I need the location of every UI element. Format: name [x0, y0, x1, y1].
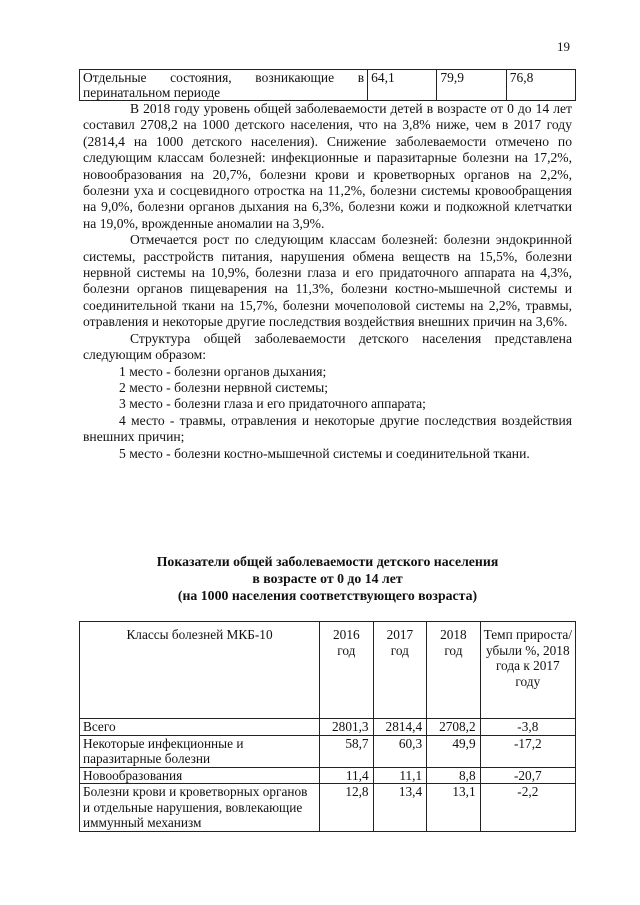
continuation-table [79, 69, 576, 101]
value-2018: 2708,2 [427, 719, 481, 736]
list-item: 4 место - травмы, отравления и некоторые другие последствия воздействия внешних причин; [83, 412, 572, 445]
value-2017: 11,1 [373, 767, 427, 784]
value-growth: -3,8 [480, 719, 575, 736]
list-item: 2 место - болезни нервной системы; [119, 379, 329, 395]
value-2017: 13,4 [373, 784, 427, 832]
value-growth: -17,2 [480, 735, 575, 767]
value-2016: 11,4 [320, 767, 374, 784]
list-item: 3 место - болезни глаза и его придаточного аппарата; [119, 396, 426, 412]
header-2017: 2017 год [373, 622, 427, 719]
table-row [80, 767, 576, 784]
value-2016: 58,7 [320, 735, 374, 767]
value-cell: 79,9 [437, 70, 506, 101]
paragraph-decrease: В 2018 году уровень общей заболеваемости детей в возрасте от 0 до 14 лет составил 2708,2 на 1000 детского населения, что на 3,8% ниже, чем в 2017 году (2814,4 на 1000 детского населения). Снижение заболеваемости отмечено по следующим классам болезней: инфекционные и паразитарные болезни на 17,2%, новообразования на 20,7%, болезни крови и кроветворных органов на 2,2%, болезни уха и сосцевидного отростка на 11,2%, болезни системы кровообращения на 9,0%, болезни органов дыхания на 6,3%, болезни кожи и подкожной клетчатки на 19,0%, врожденные аномалии на 3,9%. [83, 101, 572, 231]
list-item: 1 место - болезни органов дыхания; [119, 363, 327, 379]
header-2016: 2016 год [320, 622, 374, 719]
value-cell: 64,1 [368, 70, 437, 101]
heading-line: в возрасте от 0 до 14 лет [252, 571, 403, 586]
list-item: 5 место - болезни костно-мышечной системы и соединительной ткани. [119, 445, 530, 461]
value-2017: 60,3 [373, 735, 427, 767]
value-2017: 2814,4 [373, 719, 427, 736]
page-number: 19 [557, 39, 570, 54]
value-2016: 2801,3 [320, 719, 374, 736]
value-2018: 49,9 [427, 735, 481, 767]
table-row [80, 719, 576, 736]
table-row [80, 735, 576, 767]
row-class: Новообразования [80, 767, 320, 784]
value-growth: -2,2 [480, 784, 575, 832]
heading-line: Показатели общей заболеваемости детского населения [156, 554, 499, 569]
value-2018: 8,8 [427, 767, 481, 784]
paragraph-increase: Отмечается рост по следующим классам болезней: болезни эндокринной системы, расстройств питания, нарушения обмена веществ на 15,5%, болезни нервной системы на 10,9%, болезни глаза и его придаточного аппарата на 4,3%, болезни органов пищеварения на 11,3%, болезни костно-мышечной системы и соединительной ткани на 15,7%, болезни мочеполовой системы на 2,2%, травмы, отравления и некоторые другие последствия воздействия внешних причин на 3,6%. [83, 232, 572, 330]
header-growth: Темп прироста/ убыли %, 2018 года к 2017 году [480, 622, 575, 719]
morbidity-table [79, 621, 576, 832]
heading-line: (на 1000 населения соответствующего возраста) [177, 588, 478, 603]
header-row [80, 622, 576, 719]
header-classes: Классы болезней МКБ-10 [80, 622, 320, 719]
value-2016: 12,8 [320, 784, 374, 832]
header-2018: 2018 год [427, 622, 481, 719]
value-2018: 13,1 [427, 784, 481, 832]
table-heading [79, 553, 576, 604]
value-cell: 76,8 [506, 70, 575, 101]
body-text [83, 101, 572, 462]
table-row [80, 784, 576, 832]
paragraph-structure: Структура общей заболеваемости детского населения представлена следующим образом: [83, 330, 572, 363]
table-row [80, 70, 576, 101]
row-class: Всего [80, 719, 320, 736]
row-class: Некоторые инфекционные и паразитарные болезни [80, 735, 320, 767]
row-label: Отдельные состояния, возникающие в перинатальном периоде [80, 70, 368, 101]
value-growth: -20,7 [480, 767, 575, 784]
row-class: Болезни крови и кроветворных органов и отдельные нарушения, вовлекающие иммунный механизм [80, 784, 320, 832]
